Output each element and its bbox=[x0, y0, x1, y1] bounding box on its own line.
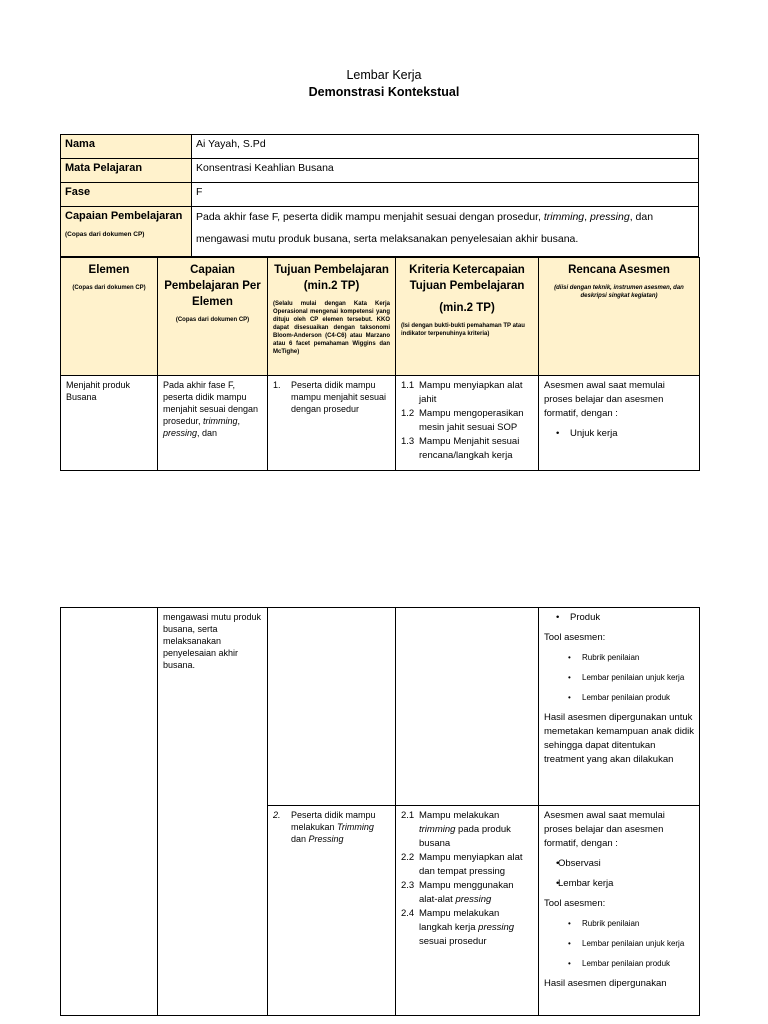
doc-subtitle: Demonstrasi Kontekstual bbox=[308, 85, 460, 99]
list-item: • Lembar penilaian unjuk kerja bbox=[544, 937, 694, 951]
row1-rencana: Asesmen awal saat memulai proses belajar dan asesmen formatif, dengan : • Unjuk kerja bbox=[539, 376, 700, 471]
doc-title: Lembar Kerja bbox=[346, 68, 422, 82]
list-item: • Lembar kerja bbox=[544, 877, 694, 891]
header-tp: Tujuan Pembelajaran (min.2 TP) (Selalu mulai dengan Kata Kerja Operasional mengenai kompetensi yang dituju oleh CP elemen tersebut. KKO dapat disesuaikan dengan taksonomi Bloom-Anderson (C4-C6) atau Marzano atau 6 facet pemahaman Wiggins dan McTighe) bbox=[268, 258, 396, 376]
list-item: • Observasi bbox=[544, 857, 694, 871]
row2-tp bbox=[268, 608, 396, 806]
cp-note: (Copas dari dokumen CP) bbox=[65, 231, 145, 238]
list-item: • Produk bbox=[544, 611, 694, 625]
header-rencana: Rencana Asesmen (diisi dengan teknik, instrumen asesmen, dan deskripsi singkat kegiatan) bbox=[539, 258, 700, 376]
list-item: • Rubrik penilaian bbox=[544, 651, 694, 665]
row2-rencana: • Produk Tool asesmen: • Rubrik penilaian • Lembar penilaian unjuk kerja • Lembar penilaian produk Hasil asesmen dipergunakan untuk memetakan kemampuan anak didik sehingga dapat ditentukan treatment yang akan dilakukan bbox=[539, 608, 700, 806]
row3-tp: 2. Peserta didik mampu melakukan Trimming dan Pressing bbox=[268, 806, 396, 1016]
row2-kriteria bbox=[396, 608, 539, 806]
row1-kriteria: 1.1 Mampu menyiapkan alat jahit 1.2 Mampu mengoperasikan mesin jahit sesuai SOP 1.3 Mampu Menjahit sesuai rencana/langkah kerja bbox=[396, 376, 539, 471]
cp-label: Capaian Pembelajaran bbox=[65, 210, 183, 222]
list-item: • Lembar penilaian unjuk kerja bbox=[544, 671, 694, 685]
identity-table bbox=[60, 134, 699, 257]
nama-label: Nama bbox=[61, 135, 192, 159]
row3-rencana: Asesmen awal saat memulai proses belajar dan asesmen formatif, dengan : • Observasi • Lembar kerja Tool asesmen: • Rubrik penilaian • Lembar penilaian unjuk kerja • Lembar penilaian produk Hasil asesmen dipergunakan bbox=[539, 806, 700, 1016]
assessment-table-top bbox=[60, 257, 700, 471]
list-item: • Lembar penilaian produk bbox=[544, 957, 694, 971]
row1-tp: 1. Peserta didik mampu mampu menjahit sesuai dengan prosedur bbox=[268, 376, 396, 471]
mapel-label: Mata Pelajaran bbox=[61, 159, 192, 183]
list-item: • Unjuk kerja bbox=[544, 427, 694, 441]
cp-value: Pada akhir fase F, peserta didik mampu menjahit sesuai dengan prosedur, trimming, pressing, dan mengawasi mutu produk busana, serta melaksanakan penyelesaian akhir busana. bbox=[192, 207, 699, 257]
row3-kriteria: 2.1 Mampu melakukan trimming pada produk busana 2.2 Mampu menyiapkan alat dan tempat pressing 2.3 Mampu menggunakan alat-alat pressing 2.4 Mampu melakukan langkah kerja pressing sesuai prosedur bbox=[396, 806, 539, 1016]
row2-cpe: mengawasi mutu produk busana, serta melaksanakan penyelesaian akhir busana. bbox=[158, 608, 268, 1016]
fase-label: Fase bbox=[61, 183, 192, 207]
row1-elemen: Menjahit produk Busana bbox=[61, 376, 158, 471]
nama-value: Ai Yayah, S.Pd bbox=[192, 135, 699, 159]
header-kktp: Kriteria Ketercapaian Tujuan Pembelajaran (min.2 TP) (Isi dengan bukti-bukti pemahaman TP atau indikator terpenuhinya kriteria) bbox=[396, 258, 539, 376]
row2-elemen bbox=[61, 608, 158, 1016]
mapel-value: Konsentrasi Keahlian Busana bbox=[192, 159, 699, 183]
header-cpe: Capaian Pembelajaran Per Elemen (Copas dari dokumen CP) bbox=[158, 258, 268, 376]
list-item: • Rubrik penilaian bbox=[544, 917, 694, 931]
assessment-table-bottom bbox=[60, 607, 700, 1016]
row1-cpe: Pada akhir fase F, peserta didik mampu menjahit sesuai dengan prosedur, trimming, pressing, dan bbox=[158, 376, 268, 471]
cp-label-cell bbox=[61, 207, 192, 257]
list-item: • Lembar penilaian produk bbox=[544, 691, 694, 705]
fase-value: F bbox=[192, 183, 699, 207]
header-elemen: Elemen (Copas dari dokumen CP) bbox=[61, 258, 158, 376]
